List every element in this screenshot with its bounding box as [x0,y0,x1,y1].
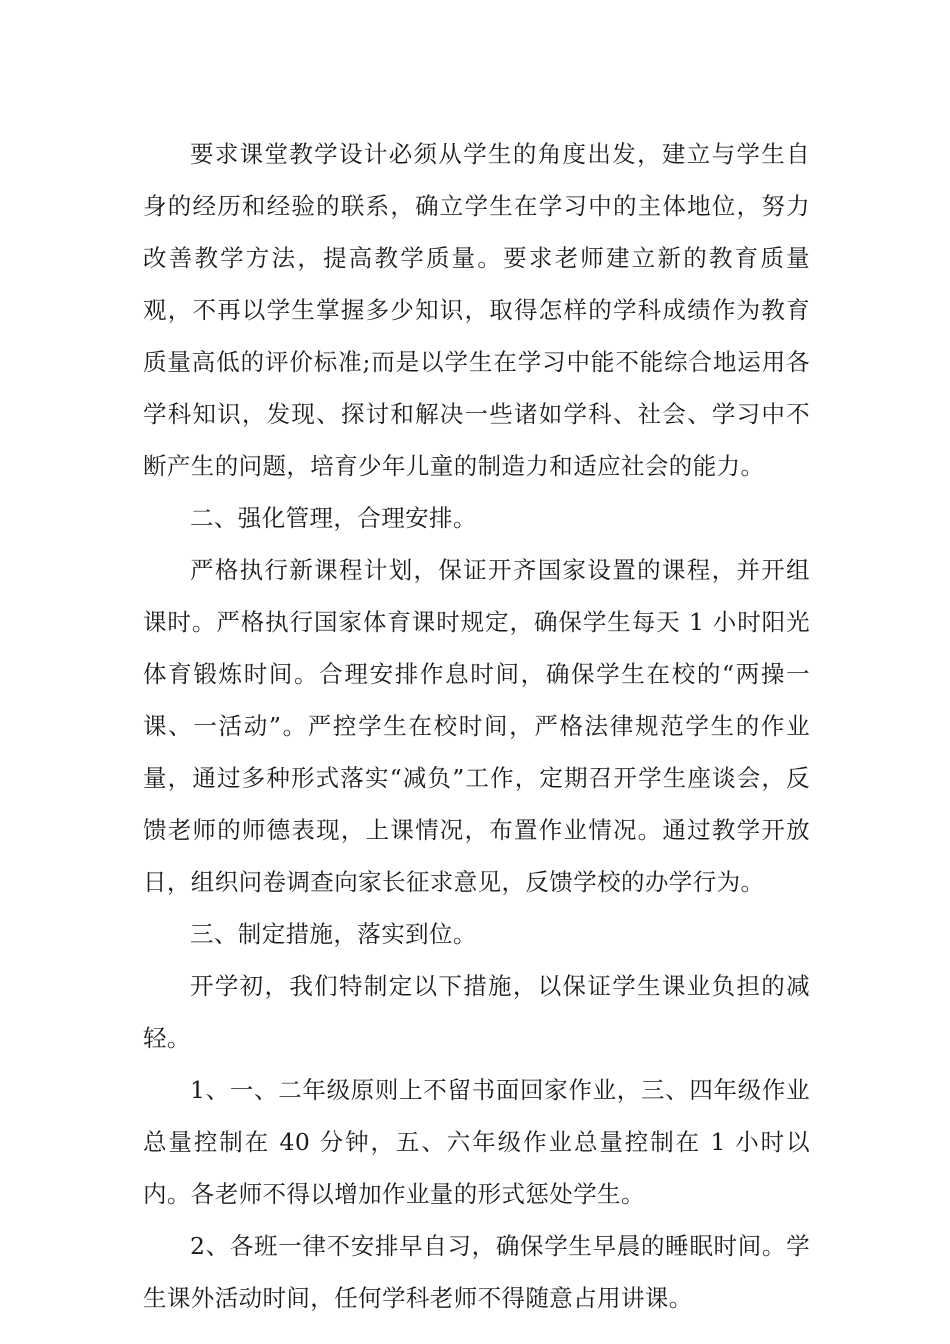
paragraph-curriculum-plan: 严格执行新课程计划，保证开齐国家设置的课程，并开组课时。严格执行国家体育课时规定，确保学生每天 1 小时阳光体育锻炼时间。合理安排作息时间，确保学生在校的“两操一课、一活动”。严控学生在校时间，严格法律规范学生的作业量，通过多种形式落实“减负”工作，定期召开学生座谈会，反馈老师的师德表现，上课情况，布置作业情况。通过教学开放日，组织问卷调查向家长征求意见，反馈学校的办学行为。 [143,556,810,896]
list-item-homework-limit: 1、一、二年级原则上不留书面回家作业，三、四年级作业总量控制在 40 分钟，五、六年级作业总量控制在 1 小时以内。各老师不得以增加作业量的形式惩处学生。 [143,1076,810,1208]
paragraph-teaching-design: 要求课堂教学设计必须从学生的角度出发，建立与学生自身的经历和经验的联系，确立学生在学习中的主体地位，努力改善教学方法，提高教学质量。要求老师建立新的教育质量观，不再以学生掌握多少知识，取得怎样的学科成绩作为教育质量高低的评价标准;而是以学生在学习中能不能综合地运用各学科知识，发现、探讨和解决一些诸如学科、社会、学习中不断产生的问题，培育少年儿童的制造力和适应社会的能力。 [143,140,810,480]
paragraph-measures-intro: 开学初，我们特制定以下措施，以保证学生课业负担的减轻。 [143,972,810,1052]
document-body [143,128,810,1324]
section-heading-management: 二、强化管理，合理安排。 [190,504,477,532]
section-heading-measures: 三、制定措施，落实到位。 [190,920,477,948]
list-item-no-early-study: 2、各班一律不安排早自习，确保学生早晨的睡眠时间。学生课外活动时间，任何学科老师不得随意占用讲课。 [143,1232,810,1312]
